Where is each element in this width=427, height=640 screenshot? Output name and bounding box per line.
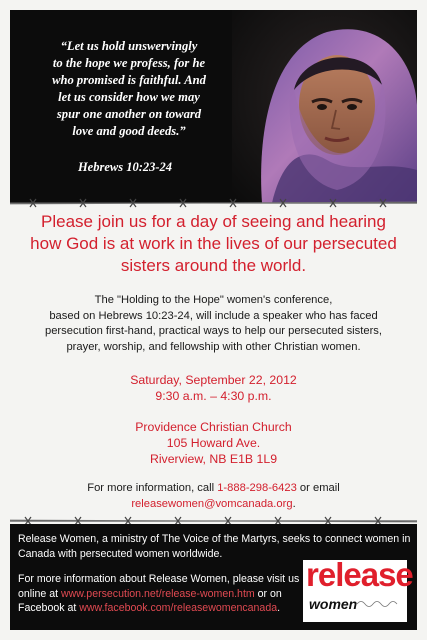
invitation-line: sisters around the world. [120, 256, 307, 275]
quote-line: love and good deeds.” [72, 124, 186, 138]
description-line: prayer, worship, and fellowship with other Christian women. [66, 340, 361, 353]
description-line: The "Holding to the Hope" women's conference, [94, 294, 333, 306]
email-link[interactable]: releasewomen@vomcanada.org [131, 498, 293, 510]
quote-line: to the hope we profess, for he [52, 56, 206, 70]
footer-links [18, 572, 300, 616]
event-time: 9:30 a.m. – 4:30 p.m. [155, 389, 272, 403]
footer-line: Release Women, a ministry of The Voice of the Martyrs, seeks to connect women in [18, 533, 411, 545]
woman-portrait-photo [232, 10, 417, 203]
facebook-link[interactable]: www.facebook.com/releasewomencanada [79, 602, 278, 614]
description-line: persecution first-hand, practical ways to help our persecuted sisters, [44, 325, 383, 337]
logo-wordmark: release [306, 556, 413, 593]
footer-text: . [277, 602, 281, 614]
contact-prefix: For more information, call [87, 482, 218, 494]
scripture-reference: Hebrews 10:23-24 [77, 160, 173, 174]
phone-link[interactable]: 1-888-298-6423 [217, 482, 297, 494]
quote-line: “Let us hold unswervingly [60, 39, 198, 53]
contact-middle: or email [296, 482, 340, 494]
invitation-line: Please join us for a day of seeing and hearing [41, 212, 386, 231]
quote-line: who promised is faithful. And [52, 73, 206, 87]
footer-line: For more information about Release Women, please visit us [18, 573, 300, 585]
logo-script-tagline [356, 598, 402, 608]
release-women-logo [303, 556, 413, 622]
venue-street: 105 Howard Ave. [166, 436, 261, 450]
footer-text: online at [18, 587, 61, 600]
description-line: based on Hebrews 10:23-24, will include a speaker who has faced [49, 309, 378, 322]
footer-text: Facebook at [18, 602, 80, 614]
quote-line: spur one another on toward [56, 107, 202, 121]
scripture-quote [24, 38, 234, 140]
contact-info [0, 480, 427, 512]
event-location [0, 419, 427, 467]
invitation-heading [18, 211, 409, 277]
conference-description [18, 293, 409, 355]
barbed-wire-divider [10, 198, 417, 208]
footer-line: Canada with persecuted women worldwide. [18, 547, 223, 560]
quote-line: let us consider how we may [58, 90, 200, 104]
invitation-line: how God is at work in the lives of our persecuted [30, 234, 397, 253]
website-link[interactable]: www.persecution.net/release-women.htm [61, 587, 255, 600]
event-date: Saturday, September 22, 2012 [130, 373, 297, 387]
logo-subtitle: women [309, 596, 358, 612]
venue-city: Riverview, NB E1B 1L9 [149, 452, 278, 466]
footer-text: or on [254, 587, 282, 600]
event-datetime [0, 372, 427, 404]
hero-banner [10, 10, 417, 203]
contact-suffix: . [292, 498, 296, 510]
venue-name: Providence Christian Church [135, 420, 292, 434]
